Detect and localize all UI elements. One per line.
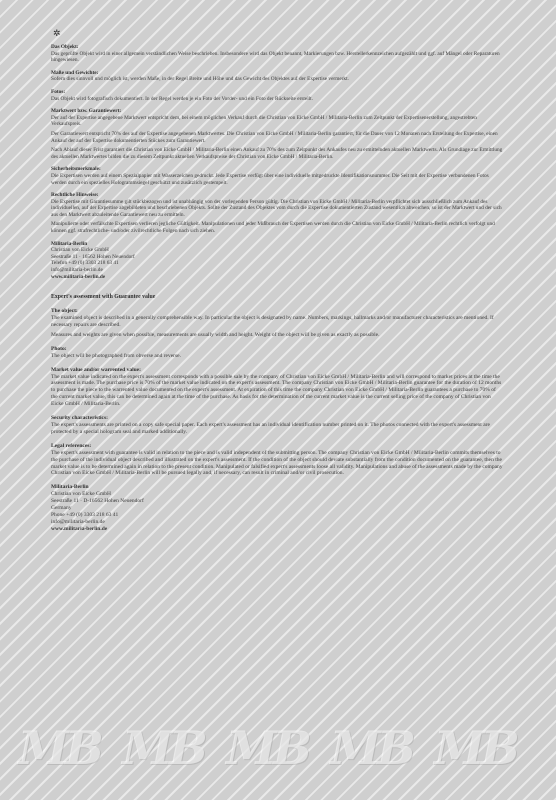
- section-heading: Fotos:: [51, 88, 66, 95]
- section-heading: Marktwert bzw. Garantiewert:: [51, 108, 122, 115]
- section-text: Der auf der Expertise angegebene Marktwert entspricht dem, bei einem möglichen Verkauf durch die Christian von Eicke GmbH / Militaria-Berlin zum Zeitpunkt der Expertisenerstellung, angestrebten Verkaufspreis.: [51, 114, 477, 128]
- section-heading: Rechtliche Hinweise:: [51, 192, 99, 199]
- section-heading: Das Objekt:: [51, 44, 79, 50]
- en-section-security: [51, 415, 503, 436]
- address-line: Christian von Eicke GmbH: [51, 491, 112, 498]
- email-address: info@militaria-berlin.de: [51, 518, 105, 525]
- section-text: The expert's assessments are printed on a copy safe special paper. Each expert's assessment has an individual identification number printed on it. The photos connected with the expert's assessment are protected by a special hologram seal and marked additionally.: [51, 422, 490, 435]
- en-section-legal: [51, 443, 503, 478]
- website-url: www.militaria-berlin.de: [51, 525, 108, 532]
- de-section-recht: [51, 192, 503, 235]
- email-address: info@militaria-berlin.de: [51, 267, 103, 274]
- section-text: Measures and weights are given when possible, measurements are usually width and height. Weight of the object will be given as exactly as possible.: [51, 331, 380, 338]
- company-name: Militaria-Berlin: [51, 240, 88, 247]
- section-text: Manipulierte oder verfälschte Expertisen verlieren jegliche Gültigkeit. Manipulationen und jeder Mißbrauch der Expertisen werden durch die Christian von Eicke GmbH / Militaria-Berlin rechtlich verfolgt und können ggf. strafrechtliche- und/oder zivilrechtliche Folgen nach sich ziehen.: [51, 221, 495, 235]
- phone-number: Telefon +49 (0) 3303 218 63 41: [51, 260, 119, 267]
- english-part: [51, 294, 503, 532]
- section-text: The object will be photographed from obverse and reverse.: [51, 352, 181, 359]
- section-text: Die Expertise mit Garantiesumme gilt stückbezogen und ist unabhängig von der vorlegenden Person gültig. Die Christian von Eicke GmbH / Militaria-Berlin verpflichtet sich ausschließlich zum Ankauf des individuellen, auf der Expertise abgebildeten und beschriebenen Objekts. Sollte der Zustand des Objektes vom durch die Expertise dokumentierten Zustand wesentlich abweichen, so ist der Marktwert und der sich aus den Marktwert abzuleitende Garantiewert neu zu ermitteln.: [51, 198, 502, 218]
- section-text: Das Objekt wird fotografisch dokumentiert. In der Regel werden je ein Foto der Vorder- und ein Foto der Rückseite erstellt.: [51, 95, 313, 102]
- section-text: The market value indicated on the expert's assessment corresponds with a possible sale by the company of Christian von Eicke GmbH / Militaria-Berlin and will correspond to market prices at the time the assessment is made. The purchase price is 70% of the market value indicated on the expert's assessment. The company Christian von Eicke GmbH / Militaria-Berlin guarantee for the duration of 12 months to purchase the piece to the warrented value documented on the expert's assessment. At expiration of this time the company Christian von Eicke GmbH / Militaria-Berlin guarantees a purchase to 70% of the current market value, this can be determined again at the time of the purchase. As basis for the determination of the current market value is the current selling price of the company of Christian von Eicke GmbH / Militaria-Berlin.: [51, 373, 502, 408]
- section-heading: Market value and/or warrented value:: [51, 366, 141, 373]
- section-heading: The object:: [51, 308, 78, 315]
- section-text: Sofern dies sinnvoll und möglich ist, werden Maße, in der Regel Breite und Höhe und das Gewicht des Objektes auf der Expertise vermerkt.: [51, 76, 349, 83]
- address-line: Seestraße 11 · D-16562 Hohen Neuendorf: [51, 498, 144, 505]
- en-section-object: [51, 308, 503, 339]
- section-text: Nach Ablauf dieser Frist garantiert die Christian von Eicke GmbH / Militaria-Berlin einen Ankauf zu 70% des zum Zeitpunkt des Ankaufes neu zu ermittelnden aktuellen Marktwerts. Als Grundlage zur Ermittlung des aktuellen Marktwertes bilden die zu diesem Zeitpunkt aktuellen Verkaufspreise der Christian von Eicke GmbH / Militaria-Berlin.: [51, 147, 503, 160]
- english-title: Expert's assessment with Guarantee value: [51, 294, 156, 301]
- de-section-marktwert: [51, 108, 503, 160]
- address-country: Germany: [51, 505, 72, 512]
- section-heading: Maße und Gewichte:: [51, 69, 99, 76]
- watermark-row: [0, 715, 556, 795]
- en-section-photo: [51, 346, 503, 360]
- mb-watermark-logo: MB: [18, 721, 100, 775]
- website-url: www.militaria-berlin.de: [51, 273, 106, 280]
- certificate-page: [51, 28, 503, 540]
- phone-number: Phone +49 (0) 3303 218 63 41: [51, 511, 119, 518]
- section-text: Das geprüfte Objekt wird in einer allgemein verständlichen Weise beschrieben. Insbesondere wird das Objekt benannt, Markierungen bzw. Herstellerkennzeichen aufgezählt und ggf. auf Mängel oder Reparaturen hingewiesen.: [51, 50, 500, 64]
- address-line: Seestraße 11 · 16562 Hohen Neuendorf: [51, 253, 135, 260]
- section-heading: Legal references:: [51, 442, 92, 449]
- section-text: Die Expertisen werden auf einem Spezialpapier mit Wasserzeichen gedruckt. Jede Expertise verfügt über eine individuelle mitgedruckte Identifikationsnummer. Die Seit mit der Expertise verbundenen Fotos werden durch ein spezielles Hologrammsiegel geschützt und zusätzlich gestempelt.: [51, 172, 489, 186]
- de-section-sicherheit: [51, 166, 503, 186]
- section-heading: Security characteristics:: [51, 415, 108, 422]
- mb-watermark-logo: MB: [330, 721, 412, 775]
- de-section-masse: [51, 70, 503, 83]
- mb-watermark-logo: MB: [122, 721, 204, 775]
- mb-watermark-logo: MB: [226, 721, 308, 775]
- section-heading: Sicherheitsmerkmale:: [51, 166, 101, 173]
- en-section-market-value: [51, 367, 503, 408]
- section-text: The expert's assessment with guarantee is valid in relation to the piece and is valid independent of the submitting person. The company Christian von Eicke GmbH / Militaria-Berlin commits themselves to the purchase of the individual object described and illustrated on the expert's assessment. If the condition of the object should deviate substantially from the condition documented on the guarantee, then the market value is to be determined again in relation to the present condition. Manipulated or falsified expert's assessments loose all validity. Manipulations and abuse of the assessments made by the company Christian von Eicke GmbH / Militaria-Berlin will be pursued legally and, if necessary, can result in criminal and/or civil prosecution.: [51, 449, 503, 477]
- mb-watermark-logo: MB: [434, 721, 516, 775]
- star-ornament-icon: ✲: [53, 28, 61, 38]
- de-address-block: [51, 241, 503, 281]
- en-address-block: [51, 484, 503, 532]
- de-section-objekt: [51, 44, 503, 64]
- address-line: Christian von Eicke GmbH: [51, 247, 109, 254]
- company-name: Militaria-Berlin: [51, 484, 89, 491]
- section-heading: Photo:: [51, 345, 67, 352]
- section-text: The examined object is described in a generally comprehensible way. In particular the object is designated by name. Numbers, markings, hallmarks and/or manufacturer characteristics are mentioned. If necessary repairs are described.: [51, 315, 494, 329]
- de-section-fotos: [51, 89, 503, 102]
- section-text: Der Garantiewert entspricht 70% des auf der Expertise angegebenen Marktwertes. Die Christian von Eicke GmbH / Militaria-Berlin garantiert, für die Dauer von 12 Monaten nach Erstellung der Expertise, einen Ankauf der auf der Expertise dokumentierten Stückes zum Garantiewert.: [51, 130, 498, 144]
